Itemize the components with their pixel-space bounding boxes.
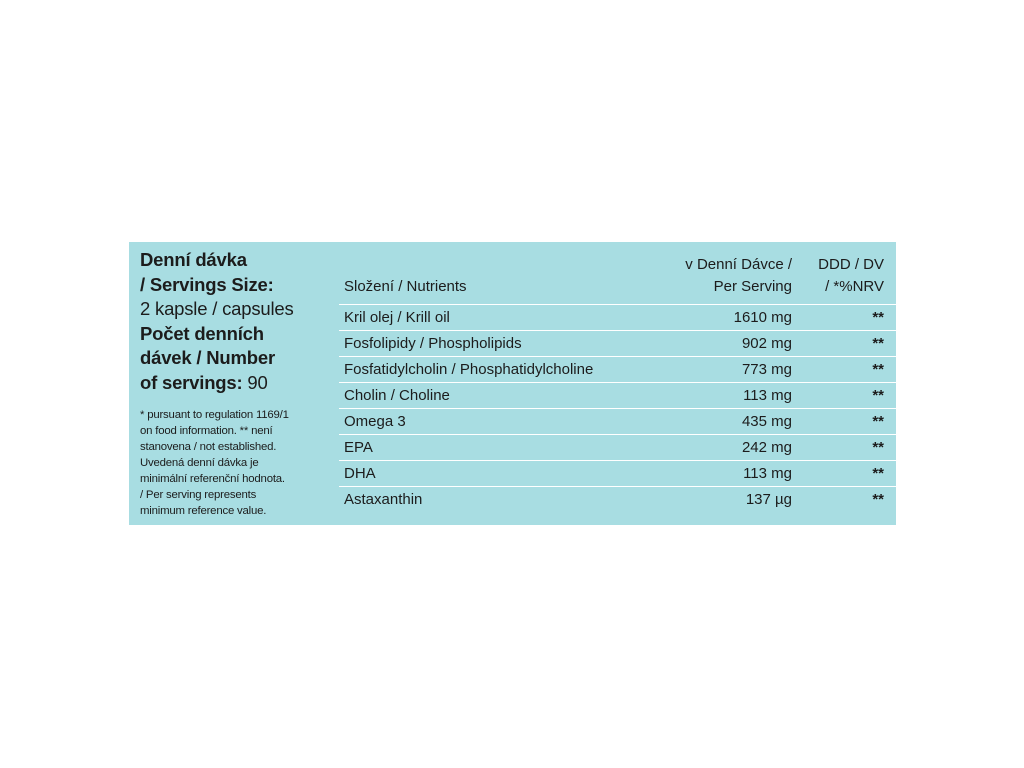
header-nutrients: Složení / Nutrients: [344, 278, 467, 295]
nutrient-name: Omega 3: [344, 413, 406, 430]
nutrient-amount: 773 mg: [741, 361, 792, 378]
table-row: [339, 356, 896, 382]
footnote: [140, 407, 330, 519]
table-row: [339, 330, 896, 356]
serving-info: [140, 248, 330, 519]
serving-size-value: 2 kapsle / capsules: [140, 298, 294, 319]
table-row: [339, 434, 896, 460]
header-amount-line1: v Denní Dávce /: [685, 256, 792, 273]
nutrient-name: Astaxanthin: [344, 491, 423, 508]
header-dv-line1: DDD / DV: [818, 256, 884, 273]
nutrient-dv: **: [872, 361, 884, 378]
footnote-line: on food information. ** není: [140, 425, 273, 437]
nutrient-name: Fosfolipidy / Phospholipids: [344, 335, 522, 352]
table-row: [339, 304, 896, 330]
footnote-line: * pursuant to regulation 1169/1: [140, 409, 289, 421]
serving-size-label-line1: Denní dávka: [140, 249, 247, 270]
servings-count-label-line1: Počet denních: [140, 322, 264, 344]
nutrient-amount: 435 mg: [741, 413, 792, 430]
serving-size-label-line2: / Servings Size:: [140, 273, 274, 295]
footnote-line: Uvedená denní dávka je: [140, 457, 259, 469]
header-amount-line2: Per Serving: [713, 278, 792, 295]
table-row: [339, 408, 896, 434]
nutrient-dv: **: [872, 335, 884, 352]
nutrient-dv: **: [872, 309, 884, 326]
nutrient-amount: 902 mg: [741, 335, 792, 352]
header-dv-line2: / *%NRV: [825, 278, 884, 295]
footnote-line: minimum reference value.: [140, 505, 267, 517]
serving-size-block: [140, 248, 330, 395]
nutrient-amount: 242 mg: [741, 439, 792, 456]
nutrient-name: Cholin / Choline: [344, 387, 450, 404]
nutrient-dv: **: [872, 387, 884, 404]
footnote-line: stanovena / not established.: [140, 441, 277, 453]
footnote-line: minimální referenční hodnota.: [140, 473, 285, 485]
nutrient-amount: 137 µg: [745, 491, 792, 508]
table-row: [339, 486, 896, 512]
nutrients-table: [339, 242, 896, 512]
table-row: [339, 460, 896, 486]
servings-count-label-line2: dávek / Number: [140, 347, 275, 368]
servings-count-label-line3: of servings:: [140, 371, 243, 393]
header-dv: [818, 254, 884, 298]
nutrient-amount: 1610 mg: [733, 309, 792, 326]
nutrient-dv: **: [872, 491, 884, 508]
header-amount: [685, 254, 792, 298]
nutrient-dv: **: [872, 413, 884, 430]
nutrient-name: DHA: [344, 465, 376, 482]
nutrient-name: Fosfatidylcholin / Phosphatidylcholine: [344, 361, 594, 378]
nutrient-dv: **: [872, 439, 884, 456]
table-header: [339, 242, 896, 304]
nutrient-name: EPA: [344, 439, 373, 456]
nutrient-amount: 113 mg: [743, 465, 792, 482]
servings-count-value: 90: [247, 371, 268, 393]
footnote-line: / Per serving represents: [140, 489, 257, 501]
nutrient-name: Kril olej / Krill oil: [344, 309, 450, 326]
table-row: [339, 382, 896, 408]
nutrient-amount: 113 mg: [743, 387, 792, 404]
nutrition-label-panel: [129, 242, 896, 525]
nutrient-dv: **: [872, 465, 884, 482]
